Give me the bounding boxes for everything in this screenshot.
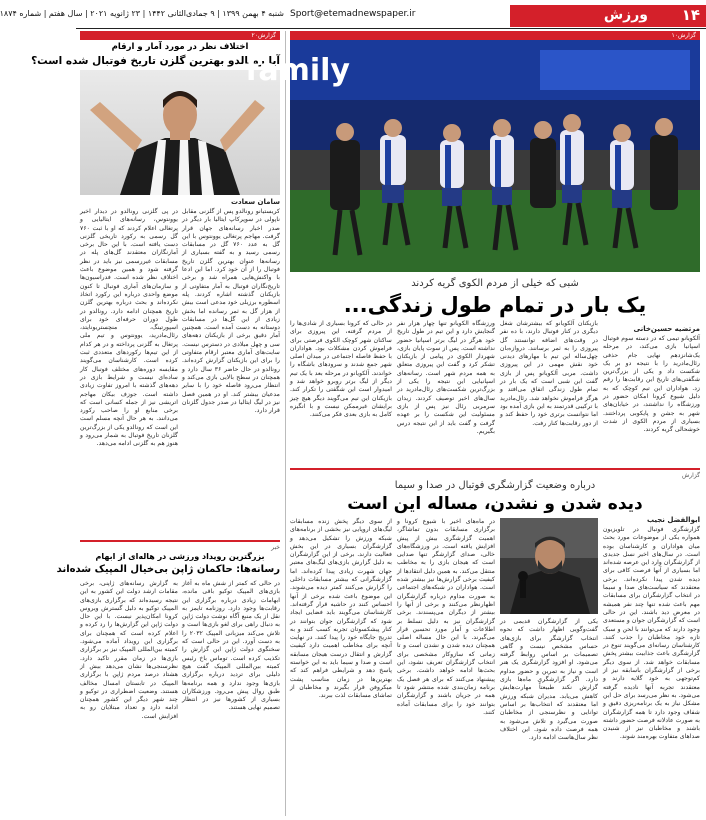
bottom-main-body-col1: گزارشگری فوتبال در تلویزیون همواره یکی از موضوعات مورد بحث میان هواداران و کارشناسان بوده است. در سال‌های اخیر نسل جدیدی از گزارشگران وارد این عرصه شده‌اند اما بسیاری از آنها فرصت کافی برای دیده شدن پیدا نکرده‌اند. برخی معتقدند که سیاست‌های صدا و سیما در انتخاب گزارشگران برای مسابقات مهم باعث شده تنها چند نفر همیشه در معرض دید باشند. این در حالی است که گزارشگران جوان و مستعدی وجود دارند که می‌توانند با لحن و سبک تازه خود مخاطبان را جذب کنند. کارشناسان رسانه‌ای می‌گویند تنوع در گزارشگری باعث جذابیت بیشتر پخش مسابقات خواهد شد. از سوی دیگر برخی از گزارشگران باسابقه نیز از کم‌توجهی به خود گلایه دارند و معتقدند تجربه آنها نادیده گرفته می‌شود. به نظر می‌رسد برای حل این مشکل نیاز به یک برنامه‌ریزی دقیق و شفاف وجود دارد تا همه گزارشگران به صورت عادلانه فرصت حضور داشته باشند و مخاطبان نیز از شنیدن صداهای متفاوت بهره‌مند شوند. xyxy=(603,526,700,741)
left-story-body-col2: کریستیانو رونالدو پس از گلزنی مقابل ناپولی در سوپرکاپ ایتالیا بار دیگر در صدر اخبار رسانه‌های جهان قرار گرفت. مهاجم پرتغالی یوونتوس با این گل به عدد ۷۶۰ گل در مسابقات رسمی رسید و به گفته بسیاری از رسانه‌ها عنوان بهترین گلزن تاریخ فوتبال را از آن خود کرد. اما این ادعا با واکنش‌هایی همراه شد و برخی تاریخ‌نگاران فوتبال به آمار متفاوتی از بازیکنان گذشته اشاره کردند. پله اسطوره برزیلی خود مدعی است بیش از هزار گل به ثمر رسانده اما بخش زیادی از این گل‌ها در مسابقات دوستانه به دست آمده است. همچنین آمار دقیق برخی از بازیکنان دهه‌های سی و چهل میلادی در دسترس نیست. سایت‌های آماری معتبر ارقام متفاوتی را برای این بازیکنان گزارش کرده‌اند. رونالدو در حال حاضر ۳۶ سال دارد و همچنان در سطح بالایی بازی می‌کند و انتظار می‌رود فاصله خود را با سایر مدعیان بیشتر کند. او در همین فصل نیز در لیگ ایتالیا در صدر جدول گلزنان قرار دارد. xyxy=(182,208,280,415)
main-story-body-col2: بازیکنان آلکویانو که بیشترشان شغل دیگری در کنار فوتبال دارند، با ده نفر در وقت‌های اضافه توانستند گل پیروزی را به ثمر برسانند. دروازه‌بان چهل‌ساله این تیم با مهارهای دیدنی خود نقش مهمی در این پیروزی داشت. مربی آلکویانو پس از بازی گفت این شبی است که یک بار در تمام طول زندگی اتفاق می‌افتد و هرگز فراموش نخواهد شد. رئال‌مادرید با ترکیبی قدرتمند به این بازی آمده بود اما نتوانست برتری خود را حفظ کند و از دور رقابت‌ها کنار رفت. xyxy=(500,320,598,427)
masthead xyxy=(0,0,706,30)
bottom-main-body-col2: یکی از گزارشگران قدیمی در گفت‌وگویی اظهار داشت که نحوه انتخاب گزارشگر برای بازی‌های حساس مشخص نیست و گاهی تصمیمات بر اساس روابط گرفته می‌شود. او افزود گزارشگری یک هنر است و نیاز به تمرین و حضور مداوم دارد. اگر گزارشگری ماه‌ها بازی گزارش نکند طبیعتاً مهارت‌هایش کاهش می‌یابد. مدیران شبکه ورزش اما معتقدند که انتخاب‌ها بر اساس توانایی و نظرسنجی از مخاطبان صورت می‌گیرد و تلاش می‌شود به همه فرصت داده شود. این اختلاف نظر سال‌هاست ادامه دارد. xyxy=(500,618,598,742)
main-story-body-col4: در حالی که کرونا بسیاری از شادی‌ها را از مردم گرفته، این پیروزی برای ساکنان شهر کوچک الکوی فرصتی برای فراموش کردن مشکلات بود. هواداران با حفظ فاصله اجتماعی در میدان اصلی شهر جمع شدند و سرودهای باشگاه را خواندند. آلکویانو در مرحله بعد با یک تیم دیگر از لیگ برتر روبرو خواهد شد و امیدوار است این شگفتی را تکرار کند. بازیکنان این تیم می‌گویند دیگر هیچ چیز برایشان غیرممکن نیست و با انگیزه کامل به بازی بعدی فکر می‌کنند. xyxy=(290,320,392,419)
left-story-tag: گزارش۲۰ xyxy=(80,31,280,40)
bottom-left-headline: رسانه‌ها: حاکمان ژاپن بی‌خیال المپیک شده‌اند xyxy=(56,564,280,575)
main-story-headline: یک بار در تمام طول زندگی... xyxy=(343,293,647,317)
bottom-left-body-col1: به گزارش رسانه‌های ژاپنی، برخی مقامات ارشد دولت این کشور به این نتیجه رسیده‌اند که برگزاری بازی‌های المپیک توکیو به دلیل گسترش ویروس کرونا امکان‌پذیر نیست. با این حال دولت ژاپن این گزارش‌ها را رد کرده و اعلام کرده است که همچنان برای برگزاری این رویداد آماده می‌شود. کمیته بین‌المللی المپیک نیز بر برگزاری بازی‌ها در زمان مقرر تاکید دارد. نظرسنجی‌ها نشان می‌دهد بیش از هشتاد درصد مردم ژاپن با برگزاری المپیک در تابستان امسال مخالف هستند. وضعیت اضطراری در توکیو و چند شهر دیگر این کشور همچنان ادامه دارد و تعداد مبتلایان رو به افزایش است. xyxy=(80,580,178,720)
date-line: شنبه ۴ بهمن ۱۳۹۹ | ۹ جمادی‌الثانی ۱۴۴۲ | ۲۳ ژانویه ۲۰۲۱ | سال هفتم | شماره ۱۸۷۴ xyxy=(0,9,284,18)
main-story-tag: گزارش۱۰ xyxy=(290,31,700,40)
ronaldo-photo xyxy=(80,70,280,195)
masthead-rule xyxy=(76,28,706,29)
bottom-main-headline: دیده شدن و نشدن، مساله این است xyxy=(347,494,643,514)
commentator-photo xyxy=(500,518,598,614)
board-text: family xyxy=(245,53,350,88)
column-separator xyxy=(285,31,286,816)
bottom-main-author: ابوالفضل نجیب xyxy=(646,516,700,524)
bottom-left-kicker: بزرگترین رویداد ورزشی در هاله‌ای از ابهام xyxy=(95,552,265,561)
main-story-kicker: شبی که خیلی از مردم الکوی گریه کردند xyxy=(411,278,579,289)
bottom-main-tag: گزارش xyxy=(681,472,700,479)
main-story-author: مرتضیه حسین‌خانی xyxy=(633,325,700,333)
main-story-body-col1: آلکویانو تیمی که در دسته سوم فوتبال اسپانیا بازی می‌کند، در مرحله یک‌شانزدهم نهایی جام حذفی رئال‌مادرید را با نتیجه دو بر یک شکست داد و یکی از بزرگ‌ترین شگفتی‌های تاریخ این رقابت‌ها را رقم زد. هواداران این تیم کوچک که به دلیل شیوع کرونا امکان حضور در ورزشگاه را نداشتند، در خیابان‌های شهر به جشن و پایکوبی پرداختند. بسیاری از مردم الکوی از شدت خوشحالی گریه کردند. xyxy=(603,335,700,434)
bottom-main-body-col4: از سوی دیگر پخش زنده مسابقات لیگ‌های اروپایی نیز بخشی از برنامه‌های شبکه ورزش را تشکیل می‌دهد و گزارشگران بسیاری در این بخش فعالیت دارند. برخی از این گزارشگران به دلیل گزارش بازی‌های لیگ‌های معتبر جهان شهرت زیادی پیدا کرده‌اند. اما گزارشگرانی که بیشتر مسابقات داخلی را گزارش می‌کنند کمتر دیده می‌شوند. این موضوع باعث شده برخی از آنها احساس کنند در حاشیه قرار گرفته‌اند. کارشناسان می‌گویند باید فضایی ایجاد شود که گزارشگران جوان بتوانند در کنار پیشکسوتان تجربه کسب کنند و به تدریج جایگاه خود را پیدا کنند. در نهایت آنچه برای مخاطب اهمیت دارد کیفیت گزارش و انتقال درست هیجان مسابقه است و صدا و سیما باید به این خواسته پاسخ دهد و شرایطی فراهم کند که بهترین‌ها در زمان مناسب پشت میکروفن قرار بگیرند و مخاطبان از تماشای مسابقات لذت ببرند. xyxy=(290,518,392,700)
main-bottom-rule xyxy=(290,468,700,470)
main-story-body-col3: ورزشگاه الکویانو تنها چهار هزار نفر گنجایش دارد و این تیم در طول تاریخ خود هرگز در لیگ برتر اسپانیا حضور نداشته است. پس از سوت پایان بازی، شهردار الکوی در پیامی از بازیکنان تشکر کرد و گفت این پیروزی متعلق به همه مردم شهر است. رسانه‌های اسپانیایی این نتیجه را یکی از بزرگ‌ترین شکست‌های رئال‌مادرید در سال‌های اخیر توصیف کردند. زیدان سرمربی رئال نیز پس از بازی مسئولیت این شکست را بر عهده گرفت و گفت باید از این نتیجه درس بگیریم. xyxy=(397,320,495,435)
left-story-headline: آیا رونالدو بهترین گلزن تاریخ فوتبال شده است؟ xyxy=(31,55,280,67)
bottom-main-body-col3: در ماه‌های اخیر با شیوع کرونا و برگزاری مسابقات بدون تماشاگر، اهمیت گزارشگری بیش از پیش افزایش یافته است. در ورزشگاه‌های خالی، صدای گزارشگر تنها صدایی است که هیجان بازی را به مخاطب منتقل می‌کند. به همین دلیل انتقادها از کیفیت برخی گزارش‌ها نیز بیشتر شده است. هواداران در شبکه‌های اجتماعی به صورت مداوم درباره گزارشگران اظهارنظر می‌کنند و برخی از آنها را بیشتر از دیگران می‌پسندند. برخی گزارشگران نیز به دلیل تسلط بر اطلاعات و آمار مورد تحسین قرار می‌گیرند. با این حال مساله اصلی همچنان دیده شدن و نشدن است و تا زمانی که سازوکار مشخصی برای انتخاب گزارشگران تعریف نشود، این بحث‌ها ادامه خواهد داشت. برخی پیشنهاد می‌کنند که برای هر فصل یک برنامه زمان‌بندی شده منتشر شود تا همه در جریان باشند و گزارشگران بتوانند خود را برای مسابقات آماده کنند. xyxy=(397,518,495,716)
bottom-left-body-col2: در حالی که کمتر از شش ماه به آغاز بازی‌های المپیک توکیو باقی مانده، ابهامات زیادی درباره برگزاری این رقابت‌ها وجود دارد. روزنامه تایمز به نقل از یک منبع آگاه نوشت دولت ژاپن به دنبال راهی برای لغو بازی‌ها است و تلاش می‌کند میزبانی المپیک ۲۰۳۲ را به دست آورد. این در حالی است که سخنگوی دولت ژاپن این گزارش را تکذیب کرده است. توماس باخ رئیس کمیته بین‌المللی المپیک گفت هیچ دلیلی برای تردید درباره برگزاری بازی‌ها وجود ندارد و همه برنامه‌ها طبق روال پیش می‌رود. ورزشکاران بسیاری از کشورها نیز در انتظار تصمیم نهایی هستند. xyxy=(182,580,280,712)
left-story-body-col1: در پی گلزنی رونالدو در دیدار اخیر یوونتوس، رسانه‌های ایتالیایی و پرتغالی اعلام کردند که او با ثبت ۷۶۰ گل رسمی به رکورد تاریخی گلزنی دست یافته است. با این حال برخی آمارنگاران معتقدند گل‌های پله در مسابقات غیررسمی نیز باید در نظر گرفته شود و همین موضوع باعث اختلاف نظر شده است. فدراسیون‌ها و سازمان‌های آماری فوتبال تا کنون موضع واحدی درباره این رکورد اتخاذ نکرده‌اند و بحث درباره بهترین گلزن تاریخ همچنان ادامه دارد. رونالدو در طول دوران حرفه‌ای خود برای اسپورتینگ، منچستریونایتد، رئال‌مادرید، یوونتوس و تیم ملی پرتغال به گلزنی پرداخته و در هر کدام از این تیم‌ها رکوردهای متعددی ثبت کرده است. کارشناسان می‌گویند مقایسه دوره‌های مختلف فوتبال کار ساده‌ای نیست و شرایط بازی در دهه‌های گذشته با امروز تفاوت زیادی داشته است. جوزف بیکان مهاجم اتریشی نیز از جمله کسانی است که برخی منابع او را صاحب رکورد می‌دانند. به هر حال آنچه مسلم است این است که رونالدو یکی از بزرگ‌ترین گلزنان تاریخ فوتبال به شمار می‌رود و هنوز هم به گلزنی ادامه می‌دهد. xyxy=(80,208,178,448)
bottom-main-kicker: درباره وضعیت گزارشگری فوتبال در صدا و سیما xyxy=(394,480,596,491)
left-story-author: سامان سعادت xyxy=(231,198,280,206)
left-story-kicker: اختلاف نظر در مورد آمار و ارقام xyxy=(111,42,249,52)
bottom-left-tag: خبر xyxy=(271,544,280,551)
section-banner xyxy=(510,5,706,27)
section-email[interactable]: Sport@etemadnewspaper.ir xyxy=(290,9,416,19)
page-number: ۱۴ xyxy=(681,6,700,24)
section-title: ورزش xyxy=(603,7,648,23)
left-bottom-rule xyxy=(80,540,280,542)
